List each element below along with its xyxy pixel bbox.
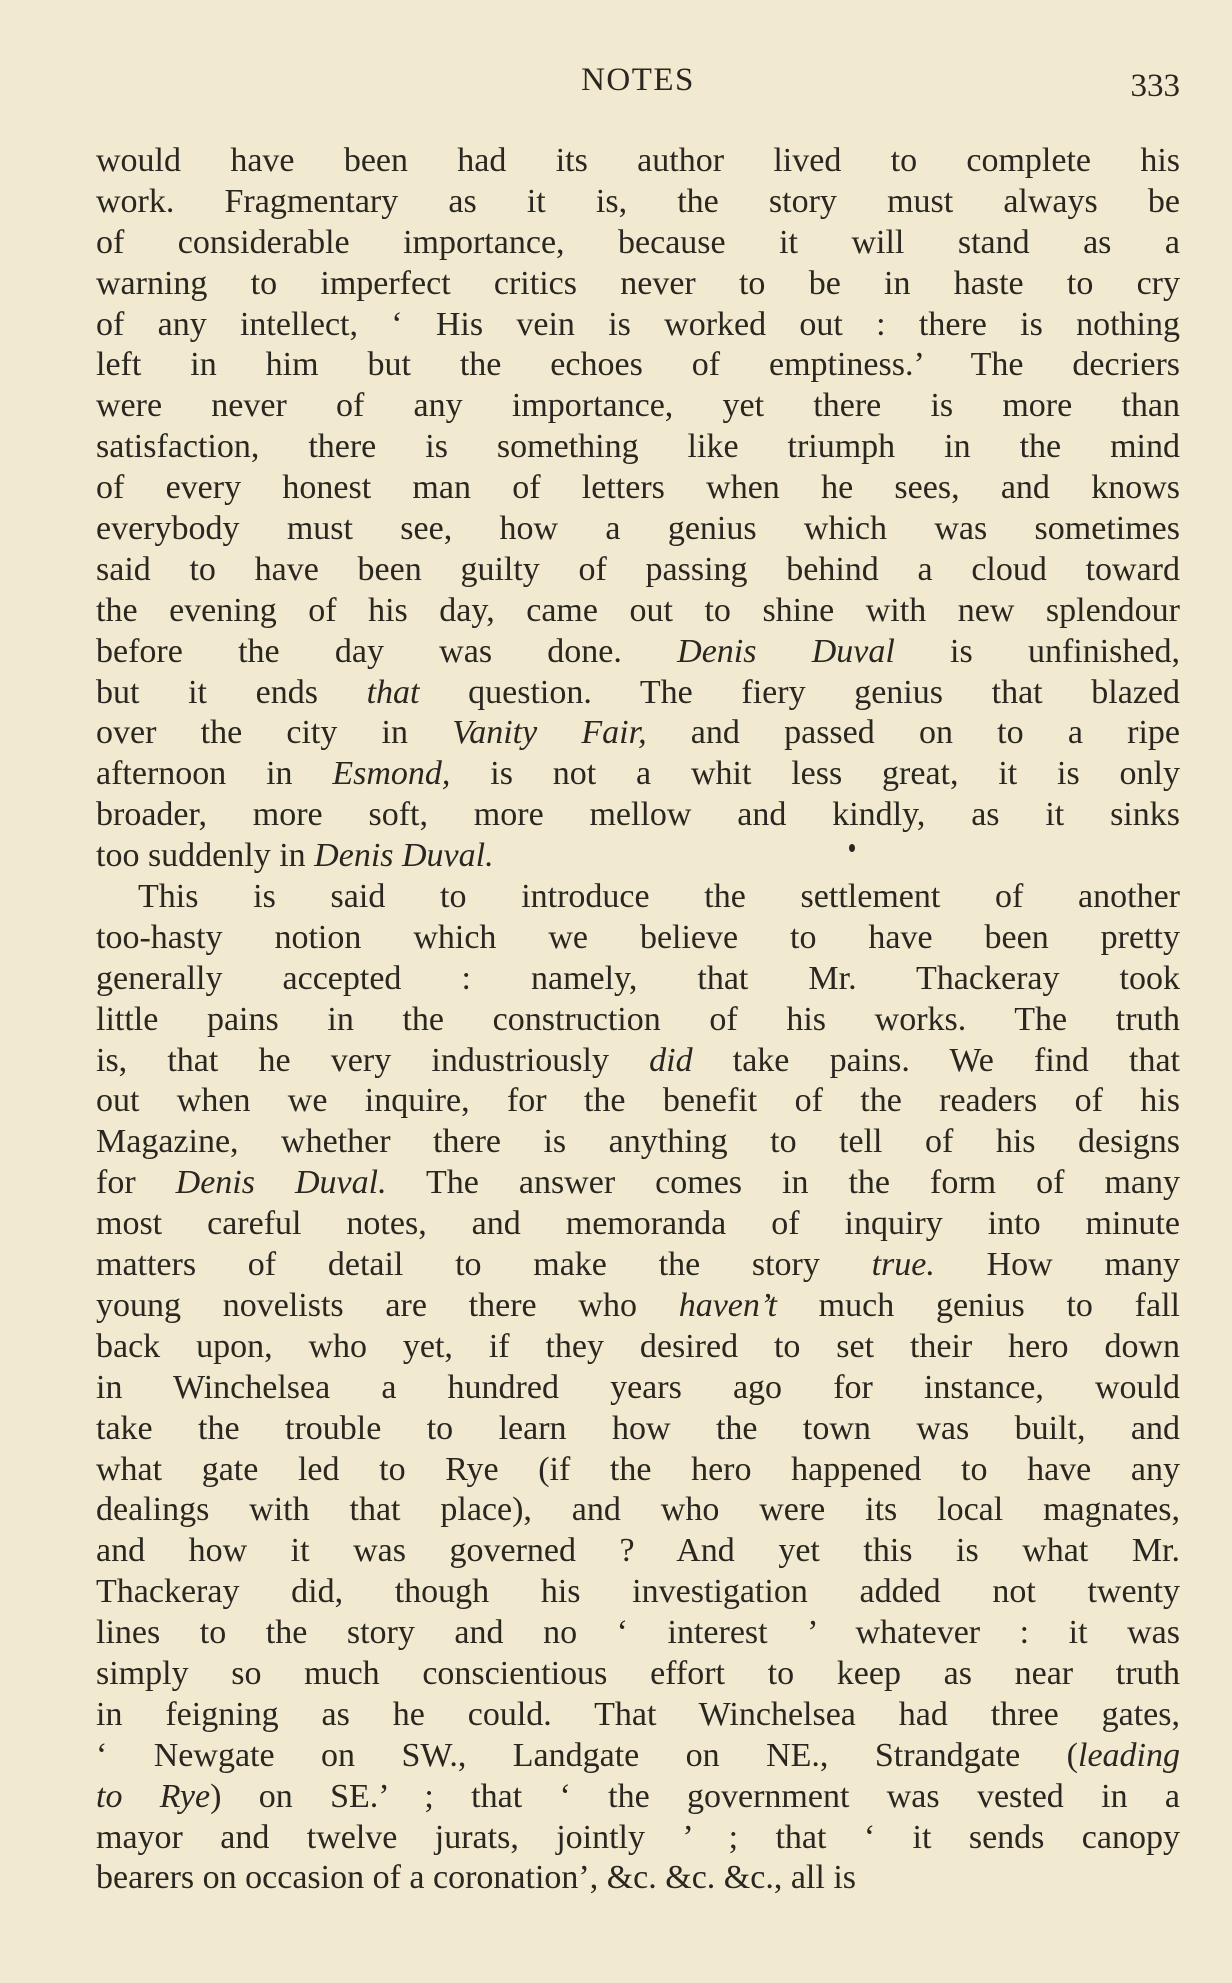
text-line <box>96 1818 1180 1859</box>
text-line <box>96 1327 1180 1368</box>
text-run: out when we inquire, for the benefit of the readers of his <box>96 1082 1180 1120</box>
text-run: The answer comes in the form of many <box>386 1164 1180 1202</box>
text-run: were never of any importance, yet there is more than <box>96 387 1180 425</box>
text-run: most careful notes, and memoranda of inquiry into minute <box>96 1205 1180 1243</box>
text-run: and how it was governed ? And yet this is what Mr. <box>96 1532 1180 1570</box>
text-run: lines to the story and no ‘ interest ’ whatever : it was <box>96 1614 1180 1652</box>
text-line <box>96 1081 1180 1122</box>
text-run: Thackeray did, though his investigation added not twenty <box>96 1573 1180 1611</box>
paragraph-1 <box>96 141 1180 877</box>
text-line <box>96 1736 1180 1777</box>
text-line <box>96 182 1180 223</box>
text-line <box>96 1572 1180 1613</box>
text-run: Magazine, whether there is anything to tell of his designs <box>96 1123 1180 1161</box>
italic-text: Denis Duval. <box>175 1164 387 1202</box>
page-header <box>96 62 1180 112</box>
text-run: in feigning as he could. That Winchelsea had three gates, <box>96 1695 1180 1733</box>
text-line <box>96 1450 1180 1491</box>
italic-text: Vanity Fair, <box>452 714 647 752</box>
text-run: back upon, who yet, if they desired to set their hero down <box>96 1327 1180 1365</box>
text-line <box>96 1777 1180 1818</box>
text-line <box>96 632 1180 673</box>
text-line <box>96 673 1180 714</box>
text-line <box>96 1613 1180 1654</box>
running-title: NOTES <box>581 62 695 98</box>
text-run: and passed on to a ripe <box>646 714 1180 752</box>
text-run: but it ends <box>96 673 367 711</box>
body-text <box>96 141 1180 1899</box>
text-run: take pains. We find that <box>692 1041 1180 1079</box>
text-line <box>96 223 1180 264</box>
text-line <box>96 1531 1180 1572</box>
text-line <box>96 1695 1180 1736</box>
text-run: ) on SE.’ ; that ‘ the government was vested in a <box>210 1777 1180 1815</box>
text-run: matters of detail to make the story <box>96 1246 872 1284</box>
text-run: of considerable importance, because it will stand as a <box>96 223 1180 261</box>
text-run: ‘ Newgate on SW., Landgate on NE., Strandgate ( <box>96 1736 1079 1774</box>
text-run: This is said to introduce the settlement of another <box>138 878 1180 916</box>
text-run: left in him but the echoes of emptiness.’ The decriers <box>96 346 1180 384</box>
text-line <box>96 141 1180 182</box>
text-run: too suddenly in <box>96 837 315 875</box>
italic-text: haven’t <box>678 1286 777 1324</box>
text-line <box>96 1041 1180 1082</box>
text-line <box>96 1163 1180 1204</box>
text-run: little pains in the construction of his works. The truth <box>96 1000 1180 1038</box>
text-line <box>96 550 1180 591</box>
text-line <box>96 1654 1180 1695</box>
italic-text: that <box>366 673 420 711</box>
text-line <box>96 877 1180 918</box>
text-run: young novelists are there who <box>96 1286 679 1324</box>
text-run: generally accepted : namely, that Mr. Thackeray took <box>96 959 1180 997</box>
text-run: question. The fiery genius that blazed <box>419 673 1180 711</box>
text-run: the evening of his day, came out to shine with new splendour <box>96 591 1180 629</box>
text-line <box>96 1368 1180 1409</box>
text-line <box>96 345 1180 386</box>
text-run: mayor and twelve jurats, jointly ’ ; that ‘ it sends canopy <box>96 1818 1180 1856</box>
text-run: said to have been guilty of passing behind a cloud toward <box>96 550 1180 588</box>
text-line <box>96 754 1180 795</box>
text-run: simply so much conscientious effort to keep as near truth <box>96 1654 1180 1692</box>
text-run: what gate led to Rye (if the hero happened to have any <box>96 1450 1180 1488</box>
text-run: broader, more soft, more mellow and kindly, as it sinks <box>96 796 1180 834</box>
page-number: 333 <box>1130 68 1180 104</box>
text-run: dealings with that place), and who were its local magnates, <box>96 1491 1180 1529</box>
text-run: is unfinished, <box>894 632 1180 670</box>
text-run: much genius to fall <box>776 1286 1180 1324</box>
text-run: before the day was done. <box>96 632 678 670</box>
text-line <box>96 1245 1180 1286</box>
text-run: too-hasty notion which we believe to have been pretty <box>96 918 1180 956</box>
text-line <box>96 918 1180 959</box>
text-line <box>96 1858 1180 1899</box>
text-line <box>96 264 1180 305</box>
text-run: everybody must see, how a genius which was sometimes <box>96 510 1180 548</box>
text-run: of every honest man of letters when he sees, and knows <box>96 469 1180 507</box>
text-line <box>96 427 1180 468</box>
text-run: is not a whit less great, it is only <box>450 755 1180 793</box>
italic-text: Denis Duval <box>677 632 895 670</box>
text-line <box>96 1409 1180 1450</box>
text-line <box>96 591 1180 632</box>
text-line <box>96 305 1180 346</box>
text-line <box>96 795 1180 836</box>
ink-speck <box>849 844 855 852</box>
text-line <box>96 713 1180 754</box>
text-run: over the city in <box>96 714 453 752</box>
text-line <box>96 959 1180 1000</box>
italic-text: Denis Duval. <box>314 837 494 875</box>
text-run: would have been had its author lived to complete his <box>96 142 1180 179</box>
text-run: How many <box>934 1246 1180 1284</box>
text-line <box>96 1204 1180 1245</box>
text-line <box>96 509 1180 550</box>
text-run: of any intellect, ‘ His vein is worked out : there is nothing <box>96 305 1180 343</box>
text-line <box>96 1122 1180 1163</box>
text-line <box>96 1286 1180 1327</box>
text-run: in Winchelsea a hundred years ago for instance, would <box>96 1368 1180 1406</box>
text-line <box>96 1490 1180 1531</box>
paragraph-2 <box>96 877 1180 1899</box>
text-line <box>96 1000 1180 1041</box>
text-run: satisfaction, there is something like triumph in the mind <box>96 428 1180 466</box>
italic-text: did <box>649 1041 693 1079</box>
text-line <box>96 386 1180 427</box>
text-run: is, that he very industriously <box>96 1041 650 1079</box>
italic-text: to Rye <box>96 1777 211 1815</box>
text-line <box>96 836 1180 877</box>
text-run: for <box>96 1164 176 1202</box>
italic-text: true. <box>871 1246 935 1284</box>
text-run: bearers on occasion of a coronation’, &c. &c. &c., all is <box>96 1859 857 1897</box>
text-run: afternoon in <box>96 755 333 793</box>
text-run: take the trouble to learn how the town was built, and <box>96 1409 1180 1447</box>
text-run: warning to imperfect critics never to be in haste to cry <box>96 264 1180 302</box>
text-run: work. Fragmentary as it is, the story must always be <box>96 182 1180 220</box>
italic-text: leading <box>1078 1736 1180 1774</box>
text-line <box>96 468 1180 509</box>
italic-text: Esmond, <box>332 755 451 793</box>
